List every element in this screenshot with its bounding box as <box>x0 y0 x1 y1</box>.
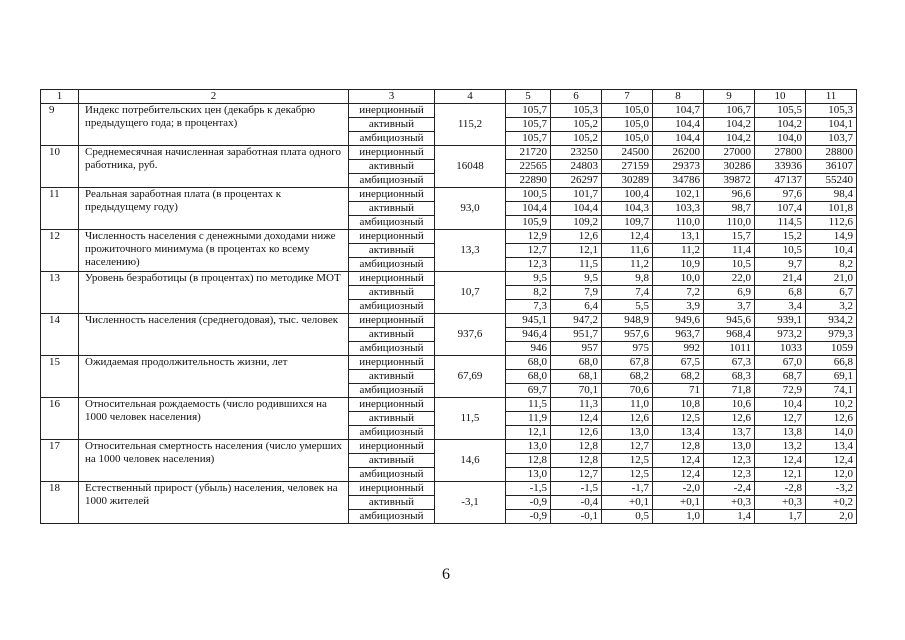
forecast-value: 11,5 <box>506 398 551 412</box>
forecast-value: 946,4 <box>506 328 551 342</box>
forecast-value: 67,5 <box>653 356 704 370</box>
forecast-value: 7,3 <box>506 300 551 314</box>
forecast-value: 105,7 <box>506 104 551 118</box>
forecast-value: 2,0 <box>806 510 857 524</box>
forecast-value: 963,7 <box>653 328 704 342</box>
forecast-value: 12,4 <box>602 230 653 244</box>
indicator-name: Ожидаемая продолжительность жизни, лет <box>79 356 349 398</box>
scenario-label: активный <box>349 328 435 342</box>
forecast-value: 1,7 <box>755 510 806 524</box>
forecast-value: 3,4 <box>755 300 806 314</box>
forecast-value: 30289 <box>602 174 653 188</box>
forecast-value: 26200 <box>653 146 704 160</box>
indicator-number: 14 <box>41 314 79 356</box>
table-body <box>41 90 857 524</box>
forecast-value: 12,4 <box>551 412 602 426</box>
indicator-name: Уровень безработицы (в процентах) по методике МОТ <box>79 272 349 314</box>
forecast-value: 105,7 <box>506 132 551 146</box>
scenario-label: инерционный <box>349 398 435 412</box>
scenario-label: активный <box>349 160 435 174</box>
forecast-value: 104,2 <box>704 118 755 132</box>
forecast-value: 68,3 <box>704 370 755 384</box>
indicator-name: Численность населения с денежными доходами ниже прожиточного минимума (в процентах ко всему населению) <box>79 230 349 272</box>
forecast-value: 12,8 <box>551 454 602 468</box>
indicator-number: 15 <box>41 356 79 398</box>
scenario-label: активный <box>349 202 435 216</box>
forecast-value: 979,3 <box>806 328 857 342</box>
forecast-value: 10,8 <box>653 398 704 412</box>
forecast-value: 0,5 <box>602 510 653 524</box>
scenario-label: инерционный <box>349 314 435 328</box>
scenario-label: амбициозный <box>349 300 435 314</box>
base-value: 14,6 <box>435 440 506 482</box>
forecast-value: 70,6 <box>602 384 653 398</box>
forecast-value: 12,3 <box>704 454 755 468</box>
forecast-value: 11,0 <box>602 398 653 412</box>
forecast-value: 101,8 <box>806 202 857 216</box>
forecast-value: -3,2 <box>806 482 857 496</box>
forecast-value: 72,9 <box>755 384 806 398</box>
forecast-value: 109,7 <box>602 216 653 230</box>
page-number: 6 <box>442 566 450 583</box>
base-value: -3,1 <box>435 482 506 524</box>
forecast-value: 12,7 <box>506 244 551 258</box>
forecast-value: 104,7 <box>653 104 704 118</box>
base-value: 11,5 <box>435 398 506 440</box>
column-header: 10 <box>755 90 806 104</box>
forecast-value: 12,4 <box>653 468 704 482</box>
forecast-value: 104,0 <box>755 132 806 146</box>
forecast-value: 68,0 <box>506 370 551 384</box>
forecast-value: 11,3 <box>551 398 602 412</box>
forecast-value: 69,1 <box>806 370 857 384</box>
forecast-value: 69,7 <box>506 384 551 398</box>
indicator-number: 12 <box>41 230 79 272</box>
forecast-value: 1,4 <box>704 510 755 524</box>
forecast-value: 946 <box>506 342 551 356</box>
forecast-value: 10,5 <box>755 244 806 258</box>
indicator-number: 10 <box>41 146 79 188</box>
forecast-value: 1011 <box>704 342 755 356</box>
forecast-value: 12,9 <box>506 230 551 244</box>
forecast-value: 957 <box>551 342 602 356</box>
forecast-value: 21,0 <box>806 272 857 286</box>
forecast-value: 12,4 <box>806 454 857 468</box>
forecast-value: 12,3 <box>704 468 755 482</box>
forecast-value: 74,1 <box>806 384 857 398</box>
forecast-value: 975 <box>602 342 653 356</box>
forecast-value: 7,2 <box>653 286 704 300</box>
base-value: 115,2 <box>435 104 506 146</box>
forecast-value: 22,0 <box>704 272 755 286</box>
forecast-value: 103,3 <box>653 202 704 216</box>
forecast-value: 7,4 <box>602 286 653 300</box>
scenario-label: инерционный <box>349 482 435 496</box>
indicator-number: 18 <box>41 482 79 524</box>
forecast-value: 67,0 <box>755 356 806 370</box>
scenario-label: инерционный <box>349 104 435 118</box>
scenario-label: активный <box>349 244 435 258</box>
forecast-value: 10,4 <box>755 398 806 412</box>
forecast-value: 968,4 <box>704 328 755 342</box>
forecast-value: -1,5 <box>551 482 602 496</box>
base-value: 10,7 <box>435 272 506 314</box>
scenario-label: инерционный <box>349 440 435 454</box>
scenario-label: амбициозный <box>349 426 435 440</box>
forecast-value: 13,8 <box>755 426 806 440</box>
forecast-value: 12,1 <box>551 244 602 258</box>
forecast-value: 13,7 <box>704 426 755 440</box>
scenario-label: амбициозный <box>349 342 435 356</box>
scenario-label: амбициозный <box>349 132 435 146</box>
forecast-value: 12,6 <box>704 412 755 426</box>
forecast-value: 98,7 <box>704 202 755 216</box>
scenario-label: активный <box>349 412 435 426</box>
forecast-value: 12,7 <box>755 412 806 426</box>
base-value: 937,6 <box>435 314 506 356</box>
base-value: 67,69 <box>435 356 506 398</box>
forecast-value: 6,9 <box>704 286 755 300</box>
forecast-value: 12,6 <box>551 230 602 244</box>
forecast-value: 13,0 <box>704 440 755 454</box>
forecast-value: 106,7 <box>704 104 755 118</box>
forecast-value: 12,8 <box>653 440 704 454</box>
column-header: 8 <box>653 90 704 104</box>
forecast-value: 47137 <box>755 174 806 188</box>
forecast-value: 101,7 <box>551 188 602 202</box>
forecast-value: 100,4 <box>602 188 653 202</box>
forecast-value: 12,4 <box>653 454 704 468</box>
forecast-value: 12,8 <box>551 440 602 454</box>
forecast-value: 33936 <box>755 160 806 174</box>
forecast-value: 114,5 <box>755 216 806 230</box>
forecast-value: 105,7 <box>506 118 551 132</box>
forecast-value: -2,0 <box>653 482 704 496</box>
indicator-name: Численность населения (среднегодовая), тыс. человек <box>79 314 349 356</box>
scenario-label: активный <box>349 286 435 300</box>
forecast-value: 12,7 <box>602 440 653 454</box>
table-row <box>41 398 857 412</box>
indicator-name: Естественный прирост (убыль) населения, человек на 1000 жителей <box>79 482 349 524</box>
forecast-value: 3,9 <box>653 300 704 314</box>
forecast-value: 66,8 <box>806 356 857 370</box>
indicator-name: Среднемесячная начисленная заработная плата одного работника, руб. <box>79 146 349 188</box>
indicator-number: 16 <box>41 398 79 440</box>
forecast-value: 29373 <box>653 160 704 174</box>
forecast-value: 13,0 <box>602 426 653 440</box>
forecast-value: 110,0 <box>653 216 704 230</box>
forecast-value: 9,5 <box>551 272 602 286</box>
forecast-value: 70,1 <box>551 384 602 398</box>
scenario-label: амбициозный <box>349 384 435 398</box>
scenario-label: амбициозный <box>349 216 435 230</box>
column-header: 3 <box>349 90 435 104</box>
forecast-value: 13,1 <box>653 230 704 244</box>
forecast-value: 12,1 <box>755 468 806 482</box>
forecast-value: 13,2 <box>755 440 806 454</box>
forecast-value: 104,2 <box>704 132 755 146</box>
indicator-name: Относительная рождаемость (число родившихся на 1000 человек населения) <box>79 398 349 440</box>
forecast-value: +0,3 <box>704 496 755 510</box>
forecast-value: 68,0 <box>551 356 602 370</box>
forecast-value: 3,7 <box>704 300 755 314</box>
forecast-value: 96,6 <box>704 188 755 202</box>
column-header: 2 <box>79 90 349 104</box>
forecast-value: 973,2 <box>755 328 806 342</box>
column-header: 11 <box>806 90 857 104</box>
forecast-value: 27000 <box>704 146 755 160</box>
base-value: 16048 <box>435 146 506 188</box>
base-value: 13,3 <box>435 230 506 272</box>
forecast-value: 27159 <box>602 160 653 174</box>
forecast-value: 9,8 <box>602 272 653 286</box>
forecast-value: 104,4 <box>551 202 602 216</box>
forecast-value: 112,6 <box>806 216 857 230</box>
table-row <box>41 104 857 118</box>
forecast-value: 55240 <box>806 174 857 188</box>
forecast-value: 12,5 <box>602 468 653 482</box>
forecast-value: 10,6 <box>704 398 755 412</box>
forecast-value: 8,2 <box>506 286 551 300</box>
forecast-value: 6,8 <box>755 286 806 300</box>
forecast-value: 103,7 <box>806 132 857 146</box>
forecast-value: 11,5 <box>551 258 602 272</box>
column-header: 5 <box>506 90 551 104</box>
forecast-value: 36107 <box>806 160 857 174</box>
forecast-value: 11,6 <box>602 244 653 258</box>
forecast-value: 30286 <box>704 160 755 174</box>
indicator-number: 17 <box>41 440 79 482</box>
scenario-label: инерционный <box>349 272 435 286</box>
forecast-value: 39872 <box>704 174 755 188</box>
forecast-value: 9,7 <box>755 258 806 272</box>
forecast-value: 24500 <box>602 146 653 160</box>
scenario-label: амбициозный <box>349 510 435 524</box>
forecast-value: 13,0 <box>506 440 551 454</box>
forecast-value: 71 <box>653 384 704 398</box>
forecast-value: 98,4 <box>806 188 857 202</box>
forecast-value: 110,0 <box>704 216 755 230</box>
forecast-value: 1033 <box>755 342 806 356</box>
forecast-value: 12,5 <box>602 454 653 468</box>
forecast-value: 23250 <box>551 146 602 160</box>
scenario-label: инерционный <box>349 188 435 202</box>
scenario-label: амбициозный <box>349 174 435 188</box>
forecast-value: 68,2 <box>602 370 653 384</box>
forecast-value: 26297 <box>551 174 602 188</box>
forecast-value: 949,6 <box>653 314 704 328</box>
forecast-value: 34786 <box>653 174 704 188</box>
forecast-value: 67,3 <box>704 356 755 370</box>
forecast-value: +0,1 <box>602 496 653 510</box>
forecast-value: 71,8 <box>704 384 755 398</box>
forecast-value: -2,8 <box>755 482 806 496</box>
forecast-value: 945,6 <box>704 314 755 328</box>
column-header: 1 <box>41 90 79 104</box>
forecast-value: 7,9 <box>551 286 602 300</box>
forecast-value: 10,9 <box>653 258 704 272</box>
forecast-value: 12,7 <box>551 468 602 482</box>
column-header: 6 <box>551 90 602 104</box>
table-row <box>41 146 857 160</box>
forecast-value: 992 <box>653 342 704 356</box>
column-header: 9 <box>704 90 755 104</box>
forecast-value: -0,9 <box>506 496 551 510</box>
forecast-value: 21720 <box>506 146 551 160</box>
forecast-value: 104,2 <box>755 118 806 132</box>
table-row <box>41 230 857 244</box>
column-header: 4 <box>435 90 506 104</box>
forecast-value: 24803 <box>551 160 602 174</box>
table-row <box>41 314 857 328</box>
forecast-value: 12,6 <box>551 426 602 440</box>
forecast-value: 22890 <box>506 174 551 188</box>
forecast-value: 105,3 <box>806 104 857 118</box>
table-row <box>41 482 857 496</box>
forecast-value: 12,4 <box>755 454 806 468</box>
table-row <box>41 356 857 370</box>
scenario-label: активный <box>349 118 435 132</box>
forecast-value: 945,1 <box>506 314 551 328</box>
forecast-value: 105,5 <box>755 104 806 118</box>
indicator-number: 13 <box>41 272 79 314</box>
forecast-value: 12,6 <box>602 412 653 426</box>
forecast-value: 12,8 <box>506 454 551 468</box>
forecast-value: 13,4 <box>653 426 704 440</box>
forecast-value: 8,2 <box>806 258 857 272</box>
forecast-value: 105,2 <box>551 118 602 132</box>
forecast-value: 11,2 <box>602 258 653 272</box>
forecast-value: 13,4 <box>806 440 857 454</box>
forecast-value: 104,4 <box>653 118 704 132</box>
forecast-value: 11,9 <box>506 412 551 426</box>
scenario-label: активный <box>349 370 435 384</box>
forecast-value: 68,2 <box>653 370 704 384</box>
forecast-value: 12,1 <box>506 426 551 440</box>
forecast-value: 947,2 <box>551 314 602 328</box>
forecast-value: +0,1 <box>653 496 704 510</box>
scenario-label: инерционный <box>349 230 435 244</box>
forecast-value: 957,6 <box>602 328 653 342</box>
indicator-name: Реальная заработная плата (в процентах к предыдущему году) <box>79 188 349 230</box>
column-header: 7 <box>602 90 653 104</box>
forecast-value: 10,0 <box>653 272 704 286</box>
forecast-value: 105,0 <box>602 132 653 146</box>
forecast-value: 97,6 <box>755 188 806 202</box>
forecast-value: 102,1 <box>653 188 704 202</box>
forecast-value: 3,2 <box>806 300 857 314</box>
forecast-value: -1,7 <box>602 482 653 496</box>
table-row <box>41 440 857 454</box>
forecast-value: 22565 <box>506 160 551 174</box>
forecast-value: 10,2 <box>806 398 857 412</box>
forecast-value: 28800 <box>806 146 857 160</box>
forecast-value: 104,4 <box>506 202 551 216</box>
forecast-value: 104,1 <box>806 118 857 132</box>
forecast-value: 105,3 <box>551 104 602 118</box>
forecast-value: +0,3 <box>755 496 806 510</box>
scenario-label: инерционный <box>349 356 435 370</box>
forecast-value: 9,5 <box>506 272 551 286</box>
scenario-label: активный <box>349 496 435 510</box>
forecast-value: -1,5 <box>506 482 551 496</box>
forecast-value: 68,7 <box>755 370 806 384</box>
forecast-value: 15,2 <box>755 230 806 244</box>
forecast-value: 12,3 <box>506 258 551 272</box>
forecast-value: 934,2 <box>806 314 857 328</box>
forecast-value: +0,2 <box>806 496 857 510</box>
forecast-value: 10,5 <box>704 258 755 272</box>
forecast-value: 13,0 <box>506 468 551 482</box>
forecast-value: 939,1 <box>755 314 806 328</box>
forecast-value: 21,4 <box>755 272 806 286</box>
forecast-value: 5,5 <box>602 300 653 314</box>
indicator-number: 11 <box>41 188 79 230</box>
indicator-name: Индекс потребительских цен (декабрь к декабрю предыдущего года; в процентах) <box>79 104 349 146</box>
forecast-value: -2,4 <box>704 482 755 496</box>
base-value: 93,0 <box>435 188 506 230</box>
forecast-value: 11,2 <box>653 244 704 258</box>
forecast-value: 12,5 <box>653 412 704 426</box>
forecast-value: -0,1 <box>551 510 602 524</box>
scenario-label: амбициозный <box>349 468 435 482</box>
forecast-table <box>40 89 857 524</box>
forecast-value: 67,8 <box>602 356 653 370</box>
forecast-value: 104,3 <box>602 202 653 216</box>
forecast-value: 14,9 <box>806 230 857 244</box>
forecast-value: 109,2 <box>551 216 602 230</box>
forecast-value: 12,6 <box>806 412 857 426</box>
indicator-name: Относительная смертность населения (число умерших на 1000 человек населения) <box>79 440 349 482</box>
forecast-value: 11,4 <box>704 244 755 258</box>
header-row <box>41 90 857 104</box>
forecast-value: 948,9 <box>602 314 653 328</box>
forecast-value: 105,2 <box>551 132 602 146</box>
forecast-value: 15,7 <box>704 230 755 244</box>
forecast-value: 100,5 <box>506 188 551 202</box>
table-row <box>41 188 857 202</box>
forecast-value: 105,9 <box>506 216 551 230</box>
forecast-value: 1,0 <box>653 510 704 524</box>
forecast-value: 105,0 <box>602 118 653 132</box>
scenario-label: активный <box>349 454 435 468</box>
scenario-label: инерционный <box>349 146 435 160</box>
forecast-value: 1059 <box>806 342 857 356</box>
forecast-value: 12,0 <box>806 468 857 482</box>
forecast-value: -0,4 <box>551 496 602 510</box>
forecast-value: 107,4 <box>755 202 806 216</box>
forecast-value: 6,4 <box>551 300 602 314</box>
table-row <box>41 272 857 286</box>
scenario-label: амбициозный <box>349 258 435 272</box>
forecast-value: -0,9 <box>506 510 551 524</box>
forecast-value: 68,1 <box>551 370 602 384</box>
forecast-value: 105,0 <box>602 104 653 118</box>
indicator-number: 9 <box>41 104 79 146</box>
forecast-value: 104,4 <box>653 132 704 146</box>
forecast-value: 68,0 <box>506 356 551 370</box>
forecast-value: 6,7 <box>806 286 857 300</box>
forecast-value: 951,7 <box>551 328 602 342</box>
forecast-value: 10,4 <box>806 244 857 258</box>
forecast-value: 14,0 <box>806 426 857 440</box>
forecast-value: 27800 <box>755 146 806 160</box>
